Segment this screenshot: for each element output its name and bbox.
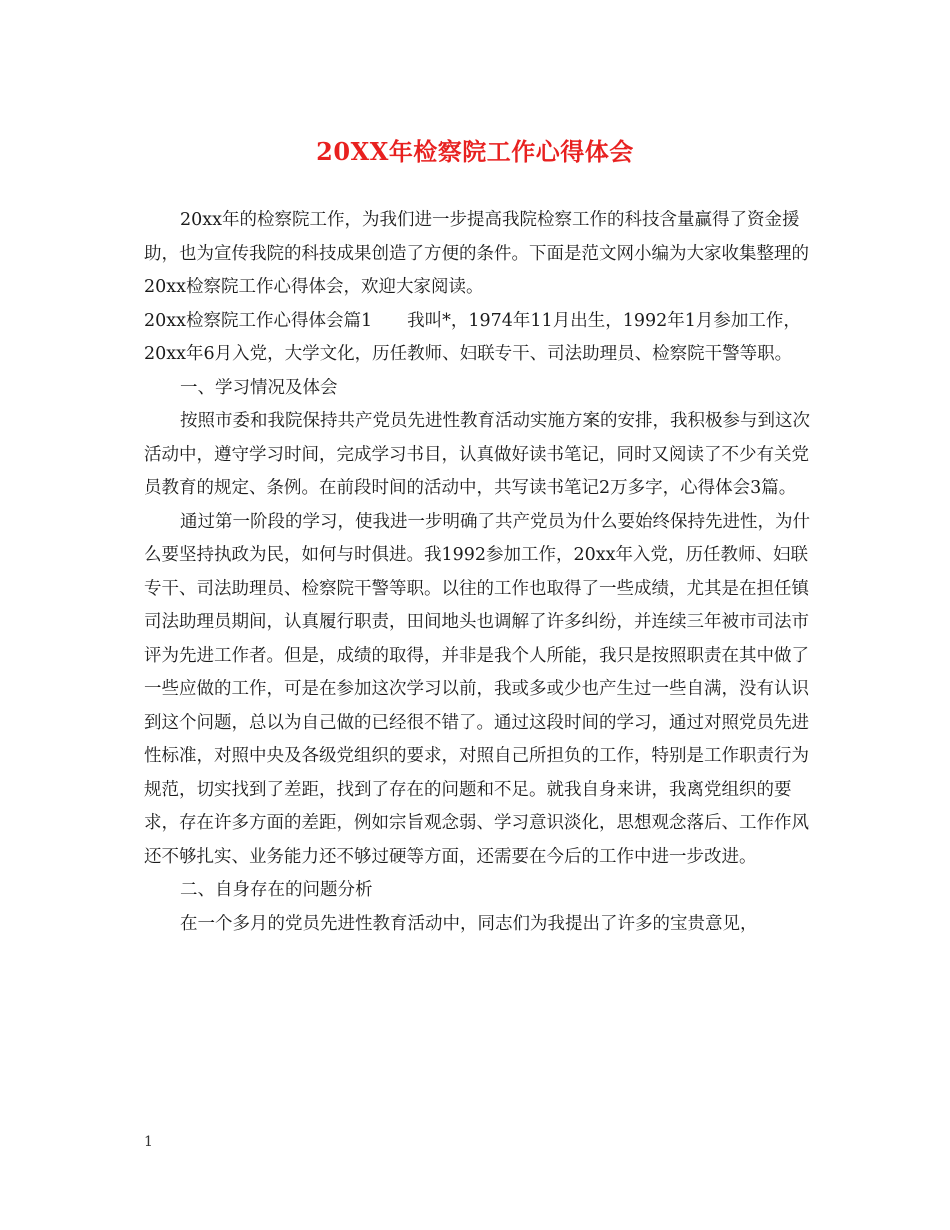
section-heading-study: 一、学习情况及体会 [180, 377, 338, 398]
study-paragraph: 按照市委和我院保持共产党员先进性教育活动实施方案的安排，我积极参与到这次活动中，遵守学习时间，完成学习书目，认真做好读书笔记，同时又阅读了不少有关党员教育的规定、条例。在前段时间的活动中，共写读书笔记2万多字，心得体会3篇。 [144, 411, 810, 498]
reflection-paragraph: 通过第一阶段的学习，使我进一步明确了共产党员为什么要始终保持先进性，为什么要坚持执政为民，如何与时俱进。我1992参加工作，20xx年入党，历任教师、妇联专干、司法助理员、检察院干警等职。以往的工作也取得了一些成绩，尤其是在担任镇司法助理员期间，认真履行职责，田间地头也调解了许多纠纷，并连续三年被市司法市评为先进工作者。但是，成绩的取得，并非是我个人所能，我只是按照职责在其中做了一些应做的工作，可是在参加这次学习以前，我或多或少也产生过一些自满，没有认识到这个问题，总以为自己做的已经很不错了。通过这段时间的学习，通过对照党员先进性标准，对照中央及各级党组织的要求，对照自己所担负的工作，特别是工作职责行为规范，切实找到了差距，找到了存在的问题和不足。就我自身来讲，我离党组织的要求，存在许多方面的差距，例如宗旨观念弱、学习意识淡化，思想观念落后、工作作风还不够扎实、业务能力还不够过硬等方面，还需要在今后的工作中进一步改进。 [144, 511, 810, 867]
intro-paragraph: 20xx年的检察院工作，为我们进一步提高我院检察工作的科技含量赢得了资金援助，也为宣传我院的科技成果创造了方便的条件。下面是范文网小编为大家收集整理的20xx检察院工作心得体会，欢迎大家阅读。 [144, 210, 809, 297]
document-title: 20XX年检察院工作心得体会 [316, 137, 634, 166]
problems-paragraph: 在一个多月的党员先进性教育活动中，同志们为我提出了许多的宝贵意见， [180, 913, 758, 934]
page-number: 1 [144, 1134, 153, 1150]
section-heading-problems: 二、自身存在的问题分析 [180, 880, 373, 900]
article-intro-paragraph: 20xx检察院工作心得体会篇1 我叫*，1974年11月出生，1992年1月参加工作，20xx年6月入党，大学文化，历任教师、妇联专干、司法助理员、检察院干警等职。 [144, 310, 801, 364]
document-body [144, 204, 814, 941]
